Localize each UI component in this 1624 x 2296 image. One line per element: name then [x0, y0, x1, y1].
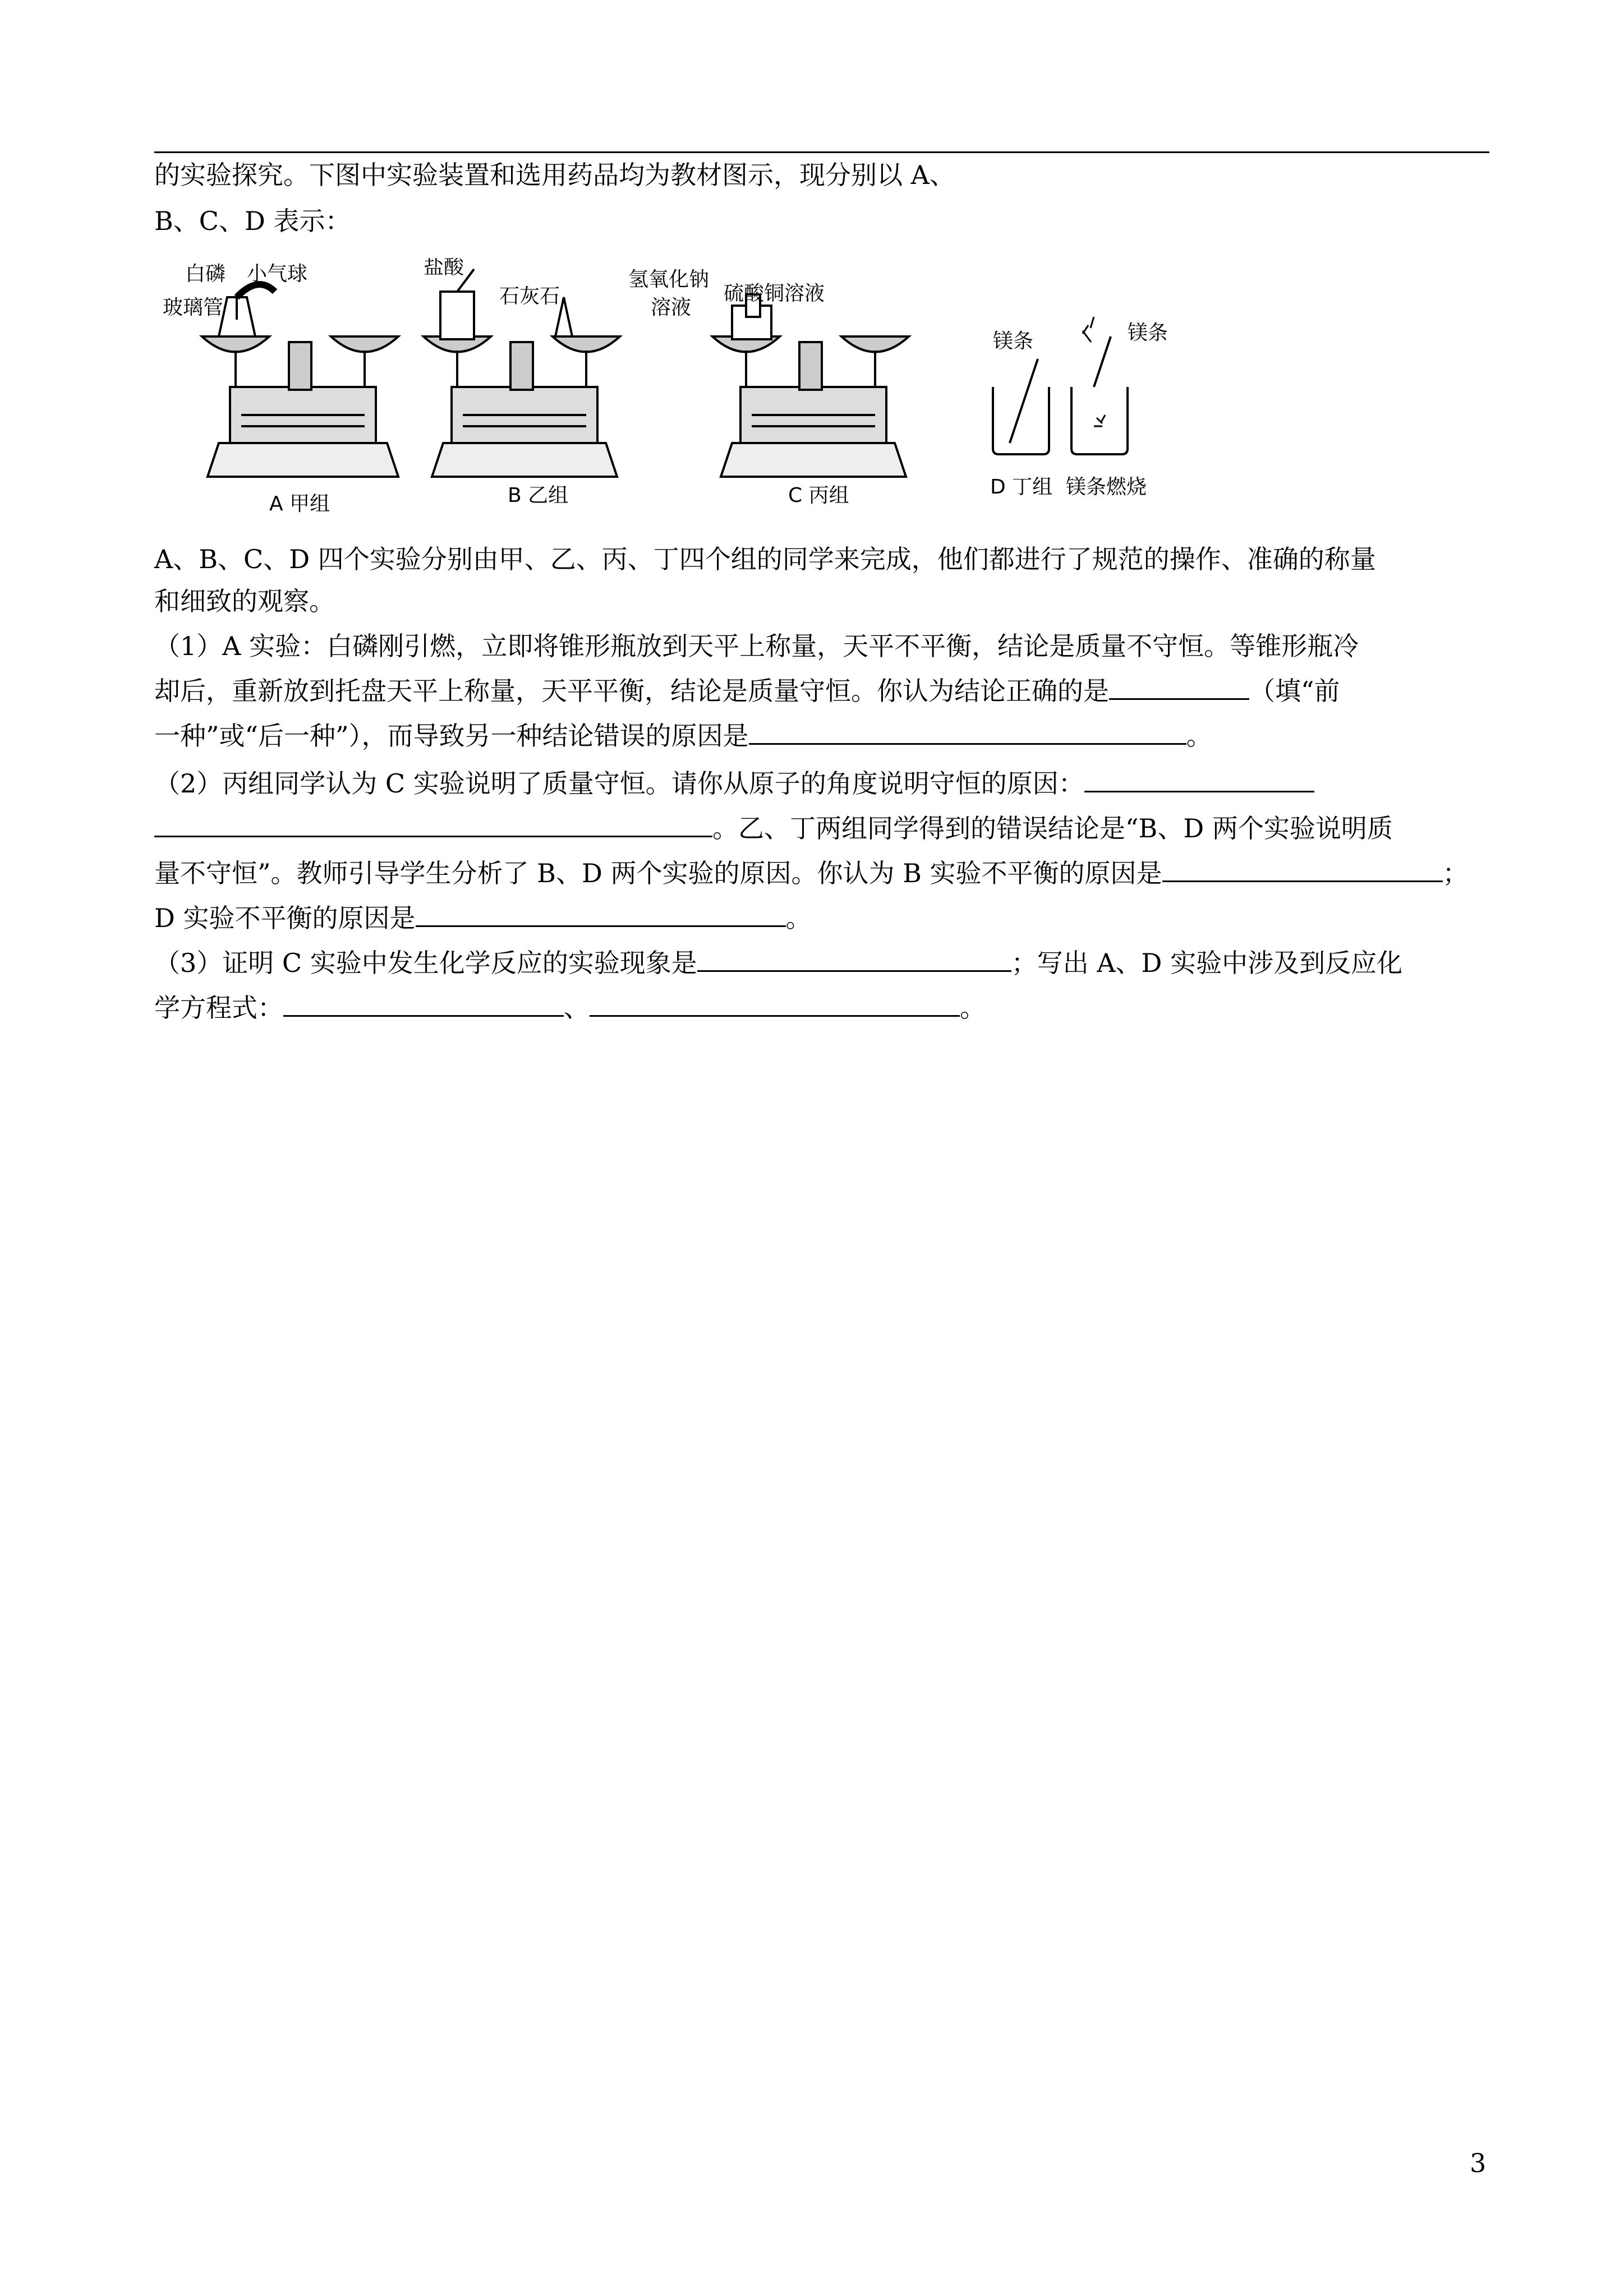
answer-blank-9[interactable]: [590, 993, 960, 1017]
balance-c-illustration: [712, 294, 909, 477]
q2-line-1-text: （2）丙组同学认为 C 实验说明了质量守恒。请你从原子的角度说明守恒的原因：: [154, 768, 1084, 799]
b-label-limestone: 石灰石: [499, 285, 560, 308]
answer-blank-5[interactable]: [1162, 858, 1443, 882]
answer-blank-8[interactable]: [283, 993, 564, 1017]
answer-blank-4[interactable]: [154, 813, 712, 837]
answer-blank-2[interactable]: [749, 721, 1186, 745]
q2-line-2-text: 。乙、丁两组同学得到的错误结论是“B、D 两个实验说明质: [712, 813, 1393, 843]
q2-line-4-text: D 实验不平衡的原因是: [154, 903, 416, 933]
answer-blank-1[interactable]: [1109, 676, 1249, 700]
d-label-mg-2: 镁条: [1128, 321, 1168, 344]
q3-line-2-tail: 。: [960, 993, 986, 1023]
b-caption: B 乙组: [508, 484, 569, 507]
c-label-naoh-1: 氢氧化钠: [628, 268, 710, 291]
q2-line-3-tail: ；: [1442, 858, 1469, 888]
q2-line-3-text: 量不守恒”。教师引导学生分析了 B、D 两个实验的原因。你认为 B 实验不平衡的原因是: [154, 858, 1162, 888]
q1-line-3-tail: 。: [1186, 721, 1212, 751]
c-caption: C 丙组: [788, 484, 849, 507]
q1-line-2-tail: （填“前: [1249, 676, 1340, 706]
answer-blank-6[interactable]: [416, 903, 786, 927]
d-caption: D 丁组: [990, 476, 1053, 499]
q1-line-3: [154, 718, 1212, 754]
a-label-white-phosphorus: 白磷: [185, 262, 226, 285]
q3-line-1-text: （3）证明 C 实验中发生化学反应的实验现象是: [154, 948, 697, 978]
intro-line-2: B、C、D 表示：: [154, 206, 351, 236]
q3-line-2-text: 学方程式：: [154, 993, 283, 1023]
a-label-balloon: 小气球: [247, 262, 308, 285]
page-number: 3: [1470, 2148, 1487, 2178]
q2-line-4-tail: 。: [785, 903, 812, 933]
q2-line-4: [154, 900, 812, 936]
q2-line-3: [154, 855, 1469, 891]
q1-line-3-text: 一种”或“后一种”），而导致另一种结论错误的原因是: [154, 721, 749, 751]
header-rule: [154, 151, 1489, 153]
b-label-acid: 盐酸: [424, 258, 464, 279]
d-label-mg-1: 镁条: [993, 330, 1034, 353]
q2-line-2: [154, 810, 1393, 846]
answer-blank-3[interactable]: [1084, 768, 1314, 792]
q1-line-2-text: 却后，重新放到托盘天平上称量，天平平衡，结论是质量守恒。你认为结论正确的是: [154, 676, 1109, 706]
c-label-naoh-2: 溶液: [651, 296, 692, 319]
q3-line-1-tail: ；写出 A、D 实验中涉及到反应化: [1011, 948, 1403, 978]
a-label-glass-tube: 玻璃管: [163, 296, 224, 319]
balance-a-illustration: [202, 284, 398, 477]
intro-line-1: 的实验探究。下图中实验装置和选用药品均为教材图示，现分别以 A、: [154, 160, 955, 190]
experiment-figure: [163, 258, 1184, 522]
para-1-line-2: 和细致的观察。: [154, 586, 335, 616]
q1-line-2: [154, 673, 1340, 709]
a-caption: A 甲组: [269, 492, 330, 515]
q2-line-1: [154, 766, 1314, 801]
c-label-cuso4: 硫酸铜溶液: [724, 282, 825, 305]
q3-line-2: [154, 990, 986, 1026]
q3-line-1: [154, 945, 1402, 981]
q1-line-1: （1）A 实验：白磷刚引燃，立即将锥形瓶放到天平上称量，天平不平衡，结论是质量不守恒。等锥形瓶冷: [154, 631, 1359, 661]
q3-line-2-sep: 、: [564, 993, 590, 1023]
para-1-line-1: A、B、C、D 四个实验分别由甲、乙、丙、丁四个组的同学来完成，他们都进行了规范的操作、准确的称量: [154, 544, 1376, 574]
d-caption-burn: 镁条燃烧: [1066, 476, 1147, 499]
answer-blank-7[interactable]: [697, 948, 1011, 972]
